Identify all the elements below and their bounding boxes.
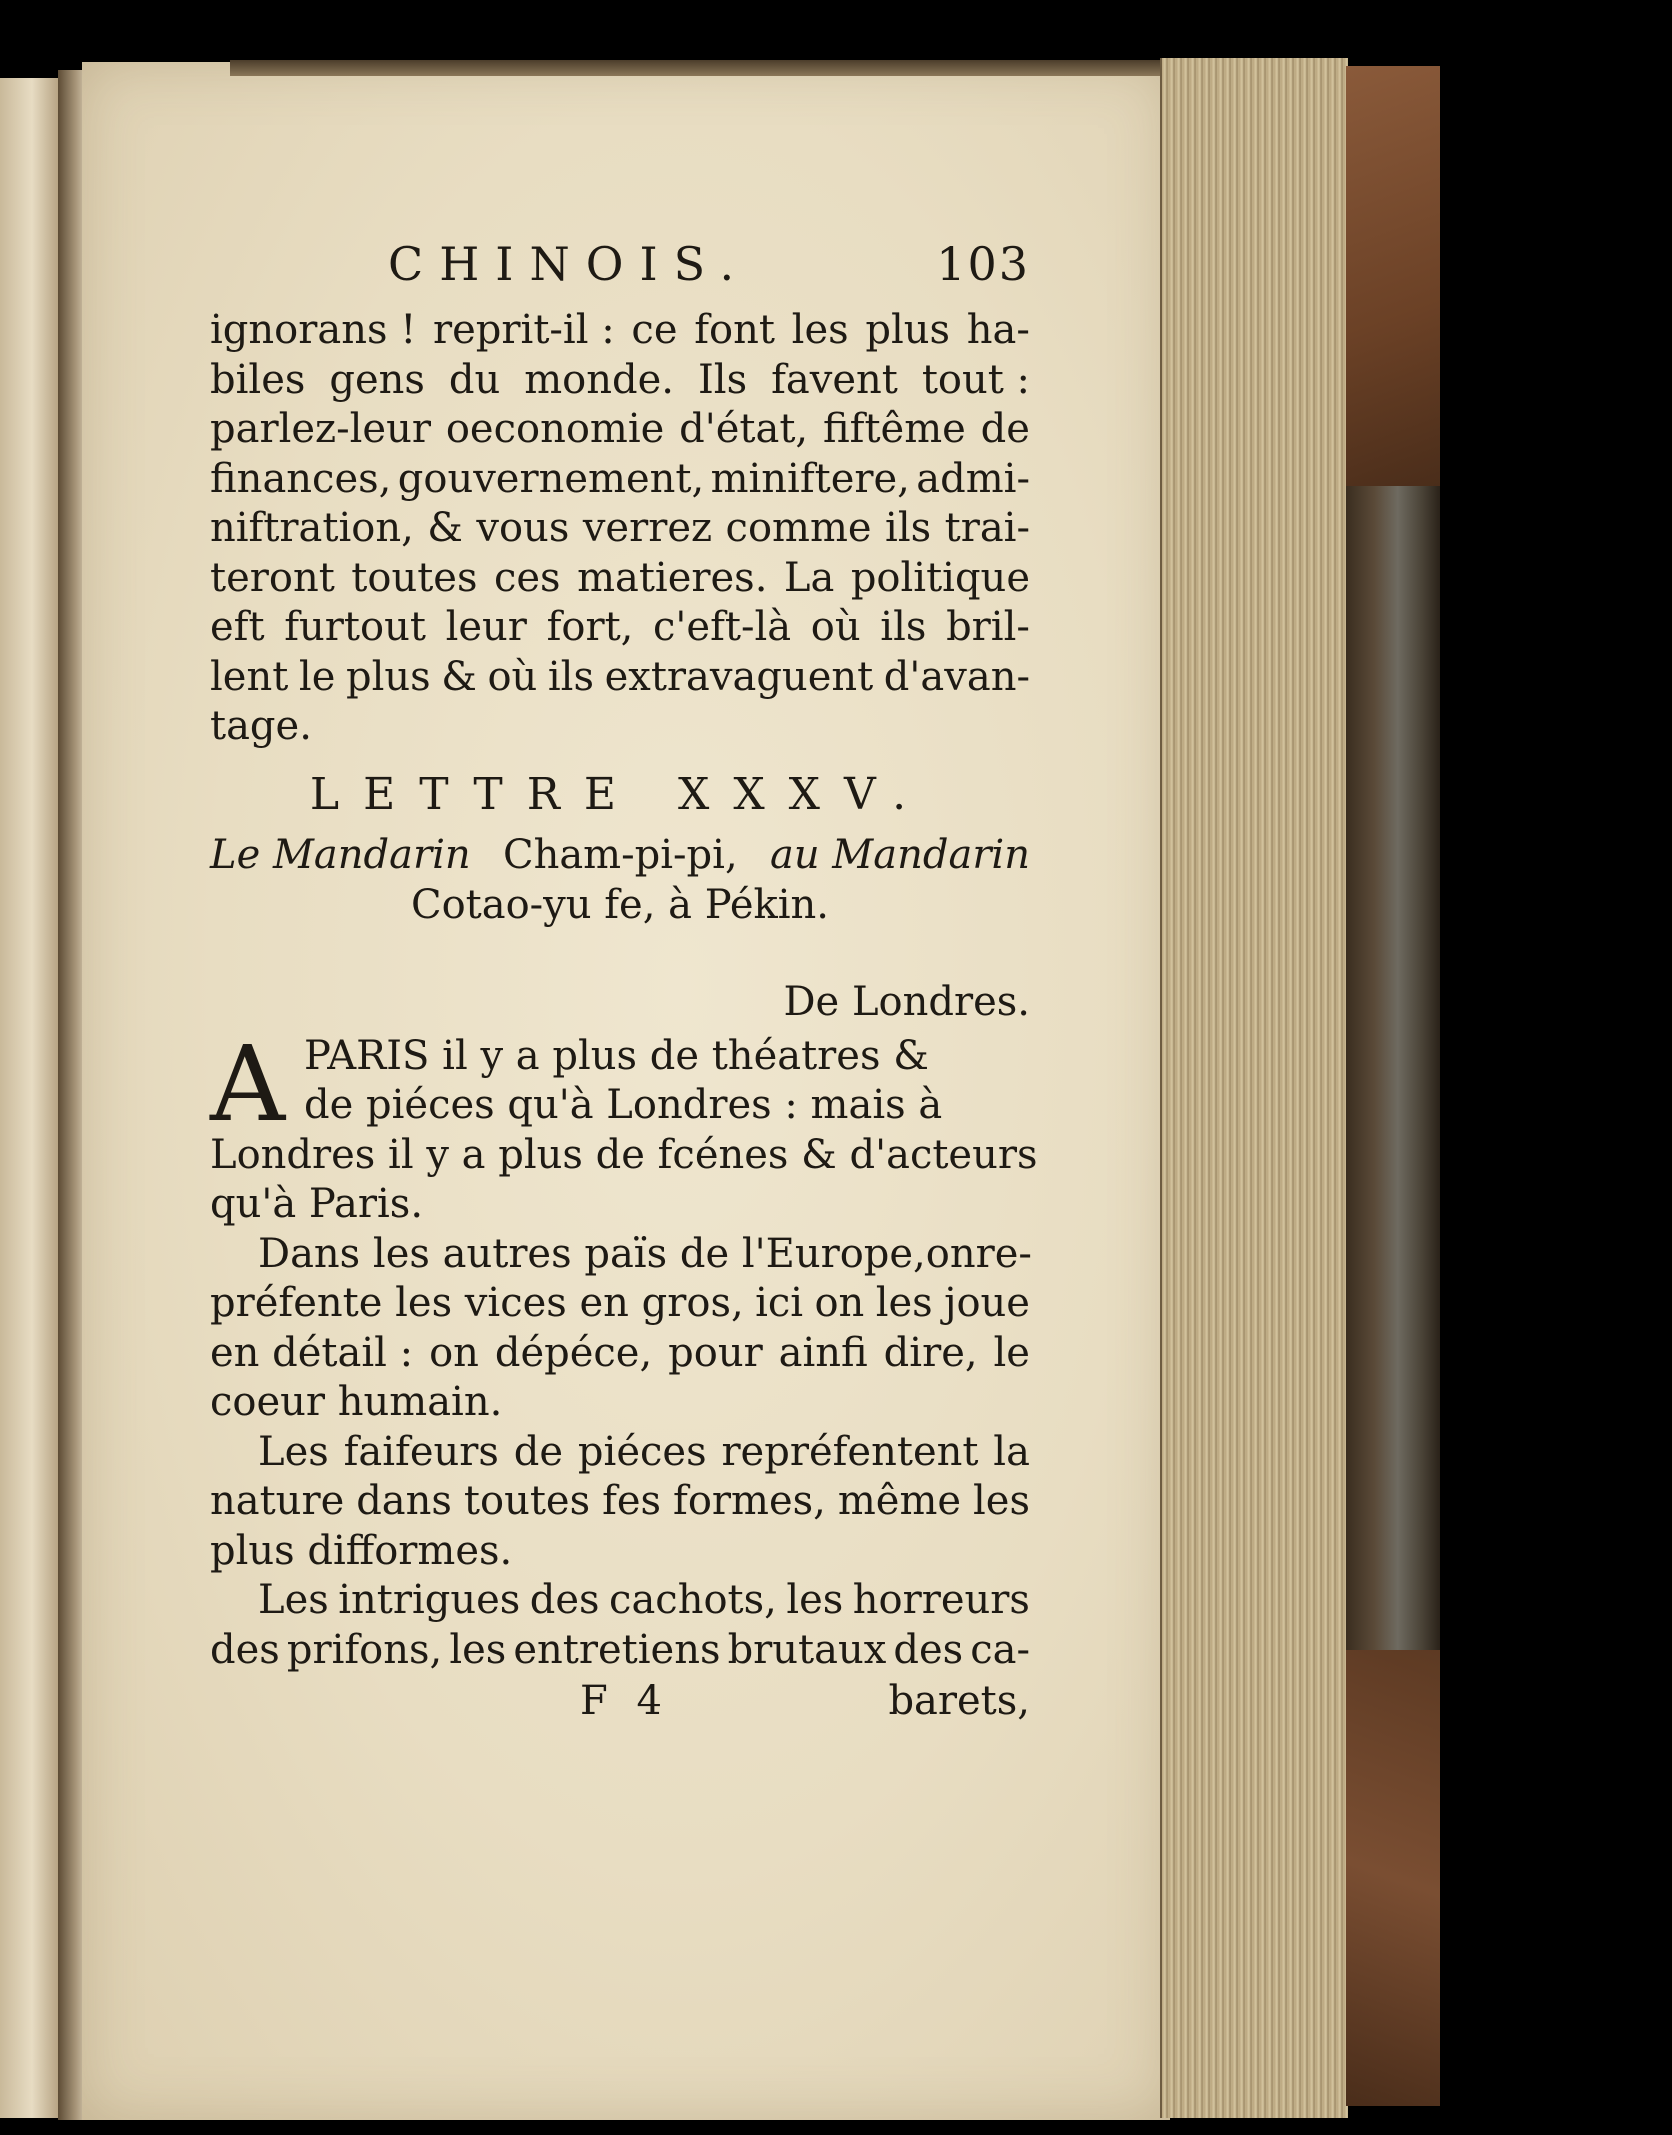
word: intrigues [338,1577,521,1623]
text-line [210,455,1030,505]
text-line [210,356,1030,406]
page-text-block [210,237,1038,1727]
word: même [837,1478,962,1524]
drop-cap: A [210,1022,286,1145]
word: des [210,1626,280,1673]
text-line [210,504,1030,554]
word: on [429,1329,479,1376]
word: miniftere, [710,455,910,502]
cover-leather-corner-bottom [1346,1650,1440,2106]
word: nature [210,1478,345,1524]
word: les [875,1280,933,1326]
letter-place: De Londres. [783,979,1030,1025]
text-line [210,1329,1030,1379]
word: dans [356,1478,452,1524]
text-line [210,1230,1030,1280]
text-line [210,603,1030,653]
word: d'avan- [883,653,1030,700]
word: comme [725,505,872,551]
paragraph-5 [210,1576,1030,1675]
word: ignorans ! [210,307,417,353]
word: leur [445,604,527,650]
text-line [210,653,1030,703]
word: Les [258,1577,329,1623]
word: coeur humain. [210,1379,503,1425]
word: ils [547,653,595,700]
word: d'état, [679,406,809,452]
word: biles [210,356,306,403]
word: trai- [944,505,1030,551]
word: on [925,1230,976,1277]
word: faifeurs [343,1428,499,1475]
word: la [993,1428,1030,1475]
text-line [210,306,1030,356]
word: des [529,1577,600,1623]
letter-address-line [210,831,1030,881]
word: ils [885,505,932,551]
word: de [980,406,1030,452]
cover-leather-corner-top [1346,66,1440,486]
word: eft [210,604,265,650]
word: préfente les vices en gros, [210,1280,744,1326]
word: verrez [582,505,713,551]
text-line [210,1626,1030,1676]
word: les [786,1577,844,1623]
word: bril- [946,604,1030,650]
word: entretiens [513,1626,721,1673]
text-line [210,1279,1030,1329]
word: du [448,356,501,403]
text-line [210,1428,1030,1478]
word: le [298,653,336,700]
page-number: 103 [936,237,1030,291]
word: plus [345,653,431,700]
word: où [810,604,861,650]
word: La [783,554,835,601]
word: Les [258,1428,329,1475]
text-line [210,1081,1030,1131]
word: extravaguent [604,653,874,700]
word: & [441,653,477,700]
text-line [210,1180,1030,1230]
word: gouvernement, [397,455,705,502]
word: monde. [524,356,675,403]
word: fes [602,1478,662,1524]
paragraph-2 [210,1022,1038,1230]
word: tage. [210,703,312,749]
word: dépéce, [494,1329,653,1376]
text-run: de piéces qu'à Londres : mais à [304,1082,943,1128]
paragraph-3 [210,1230,1030,1428]
word: les [791,307,849,353]
word: ca- [970,1626,1030,1673]
word: reprit-il : [433,307,615,353]
word: toutes [351,554,478,601]
page-header [210,237,1030,300]
text-run: qu'à Paris. [210,1181,424,1227]
word: Ils [697,356,748,403]
page-top-edge [230,60,1160,76]
word: admi- [916,455,1030,502]
word: politique [850,554,1030,601]
word: brutaux [727,1626,887,1673]
word: font [694,307,775,353]
word: où [487,653,538,700]
word: repréfentent [721,1428,979,1475]
text-run: Londres il y a plus de fcénes & d'acteurs [210,1131,1038,1178]
word: niftration, [210,505,414,551]
text-line [210,1527,1030,1577]
text-line [210,554,1030,604]
word: c'eft-là [653,604,792,650]
signature-mark: F 4 [580,1678,670,1724]
word: ainfi [778,1329,868,1376]
text-line [210,1378,1030,1428]
letter-heading: LETTRE XXXV. [309,768,931,820]
word: pour [668,1329,763,1376]
word: cachots, [609,1577,777,1623]
word: piéces [577,1428,707,1475]
word: favent [771,356,898,403]
word: joue [944,1280,1030,1326]
previous-page-edge [0,78,61,2118]
word: fiftême [822,406,966,452]
word: ici [755,1280,804,1326]
word: matieres. [577,554,768,601]
word: tout : [921,356,1030,403]
page-block-edges [1160,58,1348,2118]
word: re- [975,1230,1032,1277]
page-footer [210,1677,1030,1727]
word: oeconomie [445,406,665,452]
word: on [814,1280,865,1326]
address-sender: Cham-pi-pi, [502,832,738,878]
word: ce [631,307,678,353]
word: dire, [883,1329,978,1376]
text-line [210,702,1030,752]
catchword: barets, [888,1678,1030,1724]
address-title: Le Mandarin [210,832,471,878]
text-line [210,1131,1038,1181]
text-line [210,1477,1030,1527]
word: gens [329,356,425,403]
word: fort, [546,604,634,650]
word: plus [865,307,951,353]
word: Dans les autres païs de l'Europe, [258,1230,926,1277]
word: vous [476,505,570,551]
word: le [993,1329,1030,1376]
word: horreurs [852,1577,1030,1623]
paragraph-1 [210,306,1030,752]
word: finances, [210,455,392,502]
text-line [210,1032,1030,1082]
word: les [449,1626,507,1673]
text-line [210,405,1030,455]
word: prifons, [286,1626,443,1673]
paragraph-4 [210,1428,1030,1577]
word: toutes [463,1478,591,1524]
word: furtout [284,604,426,650]
text-run: PARIS il y a plus de théatres & [304,1032,929,1079]
address-title: au Mandarin [769,832,1030,878]
word: des [893,1626,964,1673]
word: ha- [966,307,1030,353]
word: lent [210,653,289,700]
word: de [513,1428,564,1475]
word: plus difformes. [210,1527,513,1574]
word: en détail : [210,1329,414,1376]
word: & [427,505,463,551]
word: les [973,1478,1030,1524]
letter-address-recipient: Cotao-yu fe, à Pékin. [410,881,830,928]
word: teront [210,554,335,601]
text-line [210,1576,1030,1626]
word: ces [493,554,561,601]
word: ils [880,604,927,650]
word: parlez-leur [210,406,431,452]
running-head: CHINOIS. [388,237,751,291]
word: formes, [673,1478,826,1524]
